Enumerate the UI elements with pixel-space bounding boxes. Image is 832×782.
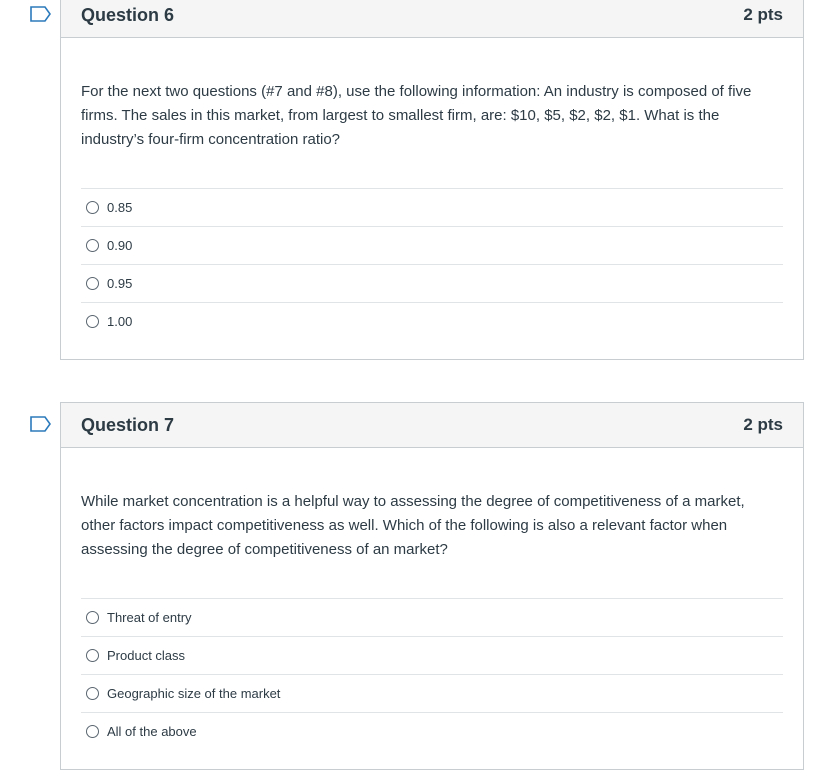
radio-button[interactable]	[86, 725, 99, 738]
answer-option[interactable]	[81, 637, 783, 675]
radio-button[interactable]	[86, 277, 99, 290]
question-body	[61, 38, 803, 360]
flag-question-icon[interactable]	[30, 6, 52, 22]
question-title: Question 7	[81, 414, 175, 435]
question-6-card	[60, 0, 804, 360]
answer-option[interactable]	[81, 227, 783, 265]
flag-question-icon[interactable]	[30, 416, 52, 432]
answer-option[interactable]	[81, 713, 783, 750]
answer-label: 0.85	[107, 200, 133, 215]
question-text: While market concentration is a helpful way to assessing the degree of competitiveness of a market, other factors impact competitiveness as well. Which of the following is also a relevant factor when assessing the degree of competitiveness of an market?	[81, 493, 745, 558]
radio-button[interactable]	[86, 201, 99, 214]
answer-option[interactable]	[81, 599, 783, 637]
radio-button[interactable]	[86, 649, 99, 662]
question-points: 2 pts	[743, 5, 783, 24]
answer-label: Geographic size of the market	[107, 686, 281, 701]
question-text: For the next two questions (#7 and #8), use the following information: An industry is composed of five firms. The sales in this market, from largest to smallest firm, are: $10, $5, $2, $2, $1. What is the industry’s four-firm concentration ratio?	[81, 83, 752, 148]
answer-list	[81, 598, 783, 750]
radio-button[interactable]	[86, 687, 99, 700]
answer-option[interactable]	[81, 303, 783, 340]
answer-option[interactable]	[81, 675, 783, 713]
answer-label: All of the above	[107, 724, 197, 739]
answer-label: 0.90	[107, 238, 133, 253]
radio-button[interactable]	[86, 239, 99, 252]
radio-button[interactable]	[86, 611, 99, 624]
answer-list	[81, 188, 783, 340]
answer-label: Threat of entry	[107, 610, 192, 625]
radio-button[interactable]	[86, 315, 99, 328]
answer-label: Product class	[107, 648, 186, 663]
question-title: Question 6	[81, 4, 175, 25]
question-header	[61, 0, 803, 38]
question-header	[61, 403, 803, 448]
answer-label: 0.95	[107, 276, 133, 291]
answer-option[interactable]	[81, 265, 783, 303]
question-7-card	[60, 402, 804, 770]
answer-option[interactable]	[81, 189, 783, 227]
answer-label: 1.00	[107, 314, 133, 329]
question-body	[61, 448, 803, 770]
question-points: 2 pts	[743, 415, 783, 434]
